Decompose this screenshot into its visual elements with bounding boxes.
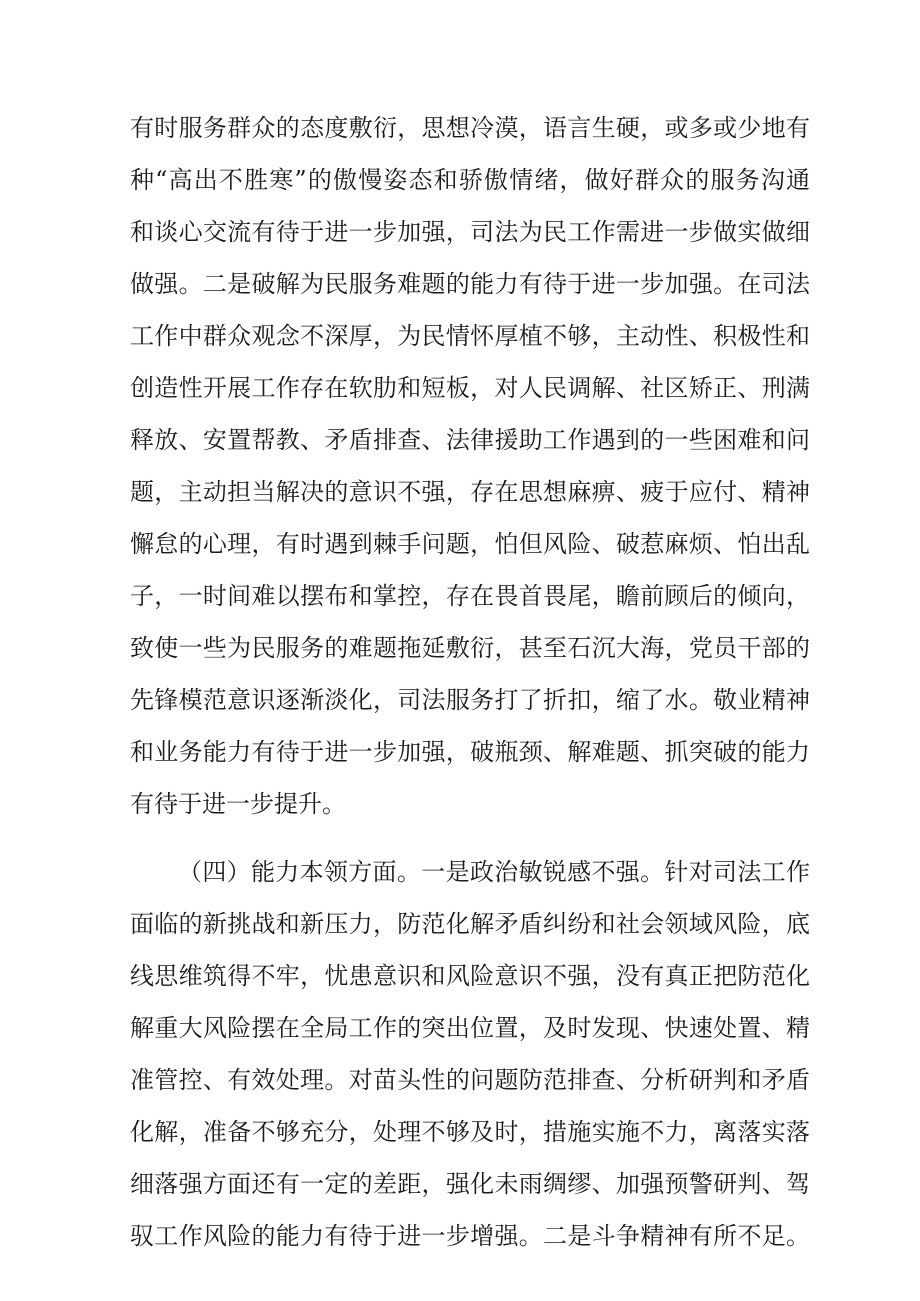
paragraph-1-line-1: 有时服务群众的态度敷衍，思想冷漠，语言生硬，或多或少地有 xyxy=(130,114,810,142)
paragraph-1-line-5: 工作中群众观念不深厚，为民情怀厚植不够，主动性、积极性和 xyxy=(130,322,810,350)
paragraph-2-line-4: 解重大风险摆在全局工作的突出位置，及时发现、快速处置、精 xyxy=(130,1014,810,1042)
paragraph-2-line-7: 细落强方面还有一定的差距，强化未雨绸缪、加强预警研判、驾 xyxy=(130,1170,810,1198)
paragraph-1-line-14: 有待于进一步提升。 xyxy=(130,790,346,818)
paragraph-2-line-8: 驭工作风险的能力有待于进一步增强。二是斗争精神有所不足。 xyxy=(130,1222,810,1250)
paragraph-1-line-12: 先锋模范意识逐渐淡化，司法服务打了折扣，缩了水。敬业精神 xyxy=(130,686,810,714)
paragraph-2-line-5: 准管控、有效处理。对苗头性的问题防范排查、分析研判和矛盾 xyxy=(130,1066,810,1094)
paragraph-1-line-10: 子，一时间难以摆布和掌控，存在畏首畏尾，瞻前顾后的倾向， xyxy=(130,582,810,610)
paragraph-1-line-11: 致使一些为民服务的难题拖延敷衍，甚至石沉大海，党员干部的 xyxy=(130,634,810,662)
paragraph-1-line-3: 和谈心交流有待于进一步加强，司法为民工作需进一步做实做细 xyxy=(130,218,810,246)
paragraph-1-line-6: 创造性开展工作存在软肋和短板，对人民调解、社区矫正、刑满 xyxy=(130,374,810,402)
paragraph-1-line-7: 释放、安置帮教、矛盾排查、法律援助工作遇到的一些困难和问 xyxy=(130,426,810,454)
paragraph-2-line-1: （四）能力本领方面。一是政治敏锐感不强。针对司法工作 xyxy=(178,858,810,886)
paragraph-2-line-6: 化解，准备不够充分，处理不够及时，措施实施不力，离落实落 xyxy=(130,1118,810,1146)
paragraph-1-line-2: 种“高出不胜寒”的傲慢姿态和骄傲情绪，做好群众的服务沟通 xyxy=(130,166,810,194)
paragraph-1-line-9: 懈怠的心理，有时遇到棘手问题，怕但风险、破惹麻烦、怕出乱 xyxy=(130,530,810,558)
paragraph-2-line-2: 面临的新挑战和新压力，防范化解矛盾纠纷和社会领域风险，底 xyxy=(130,910,810,938)
paragraph-2-line-3: 线思维筑得不牢，忧患意识和风险意识不强，没有真正把防范化 xyxy=(130,962,810,990)
paragraph-1-line-13: 和业务能力有待于进一步加强，破瓶颈、解难题、抓突破的能力 xyxy=(130,738,810,766)
paragraph-1-line-4: 做强。二是破解为民服务难题的能力有待于进一步加强。在司法 xyxy=(130,270,810,298)
paragraph-1-line-8: 题，主动担当解决的意识不强，存在思想麻痹、疲于应付、精神 xyxy=(130,478,810,506)
